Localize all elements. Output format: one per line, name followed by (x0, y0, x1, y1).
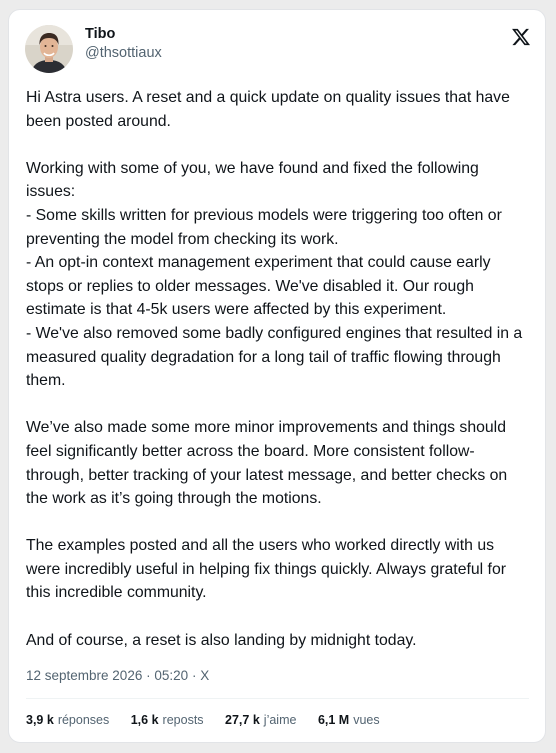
text-line: them. (26, 372, 66, 390)
text-line: We’ve also made some more minor improvements and things should (26, 419, 506, 437)
text-line: - We've also removed some badly configured engines that resulted in a (26, 324, 523, 342)
text-line: - An opt-in context management experiment that could cause early (26, 254, 491, 272)
text-line: The examples posted and all the users who worked directly with us (26, 537, 494, 555)
text-line: through, better tracking of your latest message, and better checks on (26, 466, 508, 484)
post-paragraph (26, 86, 532, 133)
author-handle[interactable]: @thsottiaux (85, 45, 162, 61)
meta-separator: · (191, 668, 197, 683)
reposts-count: 1,6 k (130, 713, 159, 727)
text-line: Working with some of you, we have found and fixed the following (26, 159, 479, 177)
reposts-stat[interactable] (131, 713, 204, 727)
likes-stat[interactable] (225, 713, 296, 727)
views-stat[interactable] (318, 713, 380, 727)
text-line: were incredibly useful in helping fix things quickly. Always grateful for (26, 560, 506, 578)
text-line: been posted around. (26, 112, 171, 130)
author-name[interactable]: Tibo (85, 26, 116, 42)
post-time: 05:20 (154, 668, 189, 683)
post-paragraph (26, 629, 532, 653)
likes-label: j’aime (263, 713, 297, 727)
post-timestamp[interactable] (26, 668, 209, 683)
replies-label: réponses (57, 713, 110, 727)
avatar[interactable] (25, 25, 73, 73)
post-text (26, 86, 532, 652)
text-line: estimate is that 4-5k users were affected by this experiment. (26, 301, 447, 319)
text-line: Hi Astra users. A reset and a quick update on quality issues that have (26, 89, 510, 106)
post-paragraph (26, 157, 532, 393)
post-card (8, 9, 546, 743)
post-paragraph (26, 534, 532, 605)
text-line: feel significantly better across the board. More consistent follow- (26, 442, 475, 460)
text-line: And of course, a reset is also landing by midnight today. (26, 631, 417, 649)
engagement-stats (26, 713, 398, 727)
reposts-label: reposts (162, 713, 204, 727)
divider (26, 698, 529, 699)
text-line: issues: (26, 183, 76, 201)
replies-count: 3,9 k (26, 713, 54, 727)
views-label: vues (353, 713, 380, 727)
text-line: stops or replies to older messages. We've disabled it. Our rough (26, 277, 474, 295)
text-line: - Some skills written for previous models were triggering too often or (26, 206, 502, 224)
avatar-photo (25, 25, 73, 73)
text-line: preventing the model from checking its work. (26, 230, 339, 248)
x-logo-icon[interactable] (511, 27, 531, 47)
likes-count: 27,7 k (225, 713, 260, 727)
post-date: 12 septembre 2026 (26, 668, 143, 683)
post-paragraph (26, 416, 532, 510)
meta-separator: · (146, 668, 151, 683)
views-count: 6,1 M (317, 713, 350, 727)
replies-stat[interactable] (26, 713, 109, 727)
text-line: the work as it’s going through the motions. (26, 490, 322, 508)
post-source: X (200, 668, 210, 683)
text-line: measured quality degradation for a long tail of traffic flowing through (26, 348, 501, 366)
text-line: this incredible community. (26, 584, 207, 602)
